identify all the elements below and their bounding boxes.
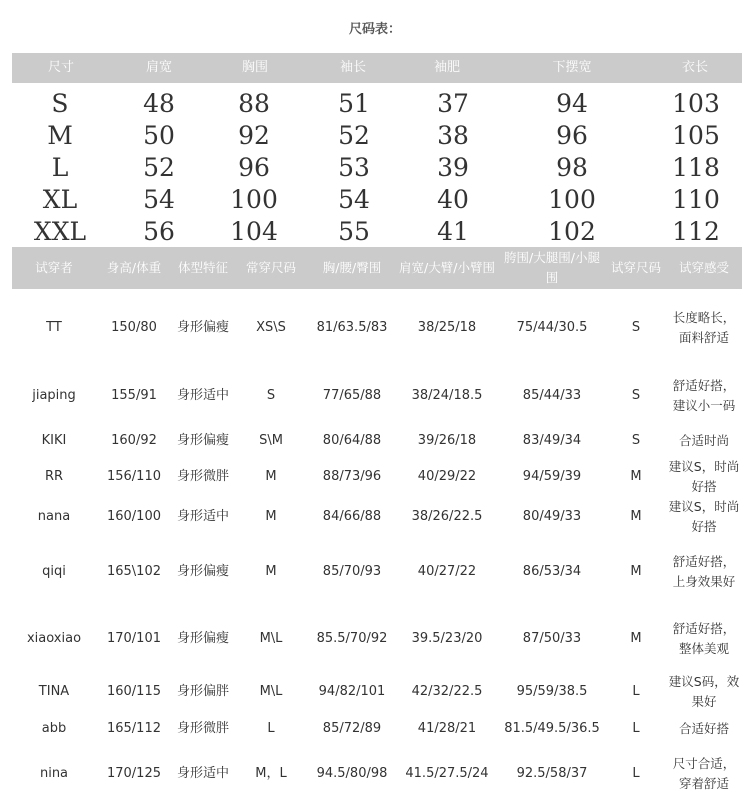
size-chart-cell: 48 [143, 89, 175, 118]
table-cell: 身形偏瘦 [176, 320, 229, 335]
table-cell: 身形微胖 [176, 721, 229, 736]
table-row [12, 457, 742, 497]
size-chart-cell: 41 [437, 217, 469, 246]
table-cell: M [630, 631, 642, 646]
table-cell: 尺寸合适，穿着舒适 [672, 756, 736, 791]
table-cell: 身形偏瘦 [176, 631, 229, 646]
table-cell: S [631, 388, 641, 403]
tryon-header-cell: 胸/腰/臀围 [308, 247, 396, 289]
table-cell: 165/112 [106, 721, 161, 736]
table-cell: 建议S，时尚好搭 [668, 499, 740, 534]
size-chart-header-cell: 袖长 [339, 60, 367, 75]
table-cell: 156/110 [106, 469, 161, 484]
table-cell: 身形适中 [176, 388, 229, 403]
table-cell: 170/125 [106, 766, 161, 781]
size-chart-cell: 55 [338, 217, 370, 246]
table-cell: 170/101 [106, 631, 161, 646]
table-cell: S\M [259, 433, 283, 448]
table-cell: 94/82/101 [318, 684, 386, 699]
size-chart-cell: 53 [338, 153, 370, 182]
table-row [12, 425, 742, 457]
table-row [12, 671, 742, 713]
table-cell: 94/59/39 [522, 469, 582, 484]
size-chart-cell: 40 [437, 185, 469, 214]
table-cell: 86/53/34 [522, 564, 582, 579]
table-cell: M [630, 509, 642, 524]
tryon-header-cell: 常穿尺码 [234, 247, 308, 289]
size-chart-cell: 38 [437, 121, 469, 150]
tryon-header-cell: 试穿尺码 [606, 247, 666, 289]
table-row [12, 713, 742, 745]
table-cell: TT [46, 320, 62, 335]
tryon-header-cell: 胯围/大腿围/小腿围 [498, 247, 606, 289]
table-cell: 80/49/33 [522, 509, 582, 524]
tryon-body [12, 289, 742, 803]
table-cell: 41/28/21 [417, 721, 477, 736]
table-cell: qiqi [42, 564, 66, 579]
table-cell: 160/115 [106, 684, 161, 699]
size-chart-cell: 96 [556, 121, 588, 150]
size-chart-cell: 50 [143, 121, 175, 150]
table-cell: 身形适中 [176, 509, 229, 524]
size-chart-cell: 118 [672, 153, 720, 182]
table-cell: L [632, 721, 640, 736]
table-cell: nana [37, 509, 71, 524]
table-cell: 建议S码，效果好 [668, 674, 740, 709]
table-cell: 160/92 [111, 433, 157, 448]
table-cell: 合适时尚 [678, 433, 729, 448]
size-chart-cell: 112 [672, 217, 720, 246]
table-cell: 38/26/22.5 [411, 509, 483, 524]
table-cell: 长度略长，面料舒适 [672, 310, 736, 345]
tryon-table [12, 247, 742, 803]
size-chart-cell: M [47, 121, 73, 150]
size-chart-cell: 51 [338, 89, 370, 118]
table-cell: 40/27/22 [417, 564, 477, 579]
table-cell: 87/50/33 [522, 631, 582, 646]
size-chart-cell: 54 [143, 185, 175, 214]
table-cell: 舒适好搭，建议小一码 [672, 378, 736, 413]
size-chart-row [12, 184, 742, 216]
table-cell: 92.5/58/37 [516, 766, 588, 781]
table-cell: 身形偏瘦 [176, 433, 229, 448]
table-cell: 85/44/33 [522, 388, 582, 403]
size-chart-header-cell: 胸围 [241, 60, 269, 75]
table-cell: L [267, 721, 275, 736]
table-row [12, 289, 742, 367]
size-chart-row [12, 120, 742, 152]
table-cell: 77/65/88 [322, 388, 382, 403]
table-cell: 41.5/27.5/24 [405, 766, 489, 781]
size-chart-cell: 103 [672, 89, 720, 118]
size-chart-cell: 56 [143, 217, 175, 246]
size-chart-header-cell: 肩宽 [145, 60, 173, 75]
table-cell: M [630, 564, 642, 579]
size-chart-cell: 54 [338, 185, 370, 214]
table-cell: 建议S，时尚好搭 [668, 459, 740, 494]
table-cell: 94.5/80/98 [316, 766, 388, 781]
table-cell: 身形微胖 [176, 469, 229, 484]
tryon-header-cell: 肩宽/大臂/小臂围 [396, 247, 498, 289]
size-chart-cell: 92 [238, 121, 270, 150]
table-cell: xiaoxiao [26, 631, 82, 646]
size-chart-cell: 52 [143, 153, 175, 182]
size-chart-cell: 102 [548, 217, 596, 246]
table-cell: jiaping [32, 388, 76, 403]
table-cell: S [631, 320, 641, 335]
size-chart-header-cell: 尺寸 [47, 60, 75, 75]
table-cell: 身形适中 [176, 766, 229, 781]
size-chart-row [12, 152, 742, 184]
size-chart-cell: 100 [548, 185, 596, 214]
table-cell: 155/91 [111, 388, 157, 403]
table-cell: 40/29/22 [417, 469, 477, 484]
table-cell: 88/73/96 [322, 469, 382, 484]
table-cell: 合适好搭 [678, 721, 729, 736]
size-chart-header-cell: 袖肥 [433, 60, 461, 75]
table-cell: 160/100 [106, 509, 161, 524]
table-row [12, 367, 742, 425]
table-cell: 85/70/93 [322, 564, 382, 579]
tryon-header-row [12, 247, 742, 289]
size-chart-cell: XXL [33, 217, 87, 246]
table-cell: M [265, 469, 277, 484]
table-cell: 舒适好搭，整体美观 [672, 621, 736, 656]
table-cell: 舒适好搭，上身效果好 [672, 554, 736, 589]
size-chart-cell: S [51, 89, 69, 118]
size-chart-cell: 88 [238, 89, 270, 118]
table-row [12, 537, 742, 607]
table-cell: 83/49/34 [522, 433, 582, 448]
table-row [12, 745, 742, 803]
table-cell: KIKI [41, 433, 67, 448]
table-cell: M [265, 564, 277, 579]
size-chart-cell: 98 [556, 153, 588, 182]
size-chart-header [12, 53, 742, 83]
size-chart-cell: 100 [230, 185, 278, 214]
table-cell: M\L [259, 631, 283, 646]
table-cell: 150/80 [111, 320, 157, 335]
table-cell: TINA [38, 684, 70, 699]
tryon-header-cell: 试穿者 [12, 247, 96, 289]
table-cell: 38/24/18.5 [411, 388, 483, 403]
table-cell: 38/25/18 [417, 320, 477, 335]
table-cell: 75/44/30.5 [516, 320, 588, 335]
page-title: 尺码表： [348, 22, 401, 37]
table-cell: 81/63.5/83 [316, 320, 388, 335]
table-cell: XS\S [256, 320, 286, 335]
table-row [12, 607, 742, 671]
table-cell: 81.5/49.5/36.5 [504, 721, 600, 736]
table-cell: L [632, 684, 640, 699]
size-chart-row [12, 216, 742, 248]
table-cell: 39/26/18 [417, 433, 477, 448]
table-cell: M\L [259, 684, 283, 699]
table-cell: M，L [255, 766, 287, 781]
size-chart-cell: 94 [556, 89, 588, 118]
tryon-header-cell: 试穿感受 [666, 247, 742, 289]
table-cell: L [632, 766, 640, 781]
table-cell: 身形偏胖 [176, 684, 229, 699]
table-cell: 95/59/38.5 [516, 684, 588, 699]
table-cell: 84/66/88 [322, 509, 382, 524]
size-chart-cell: XL [42, 185, 78, 214]
size-chart-cell: 104 [230, 217, 278, 246]
table-cell: 39.5/23/20 [411, 631, 483, 646]
table-cell: M [630, 469, 642, 484]
table-cell: abb [41, 721, 67, 736]
table-cell: M [265, 509, 277, 524]
table-cell: 85/72/89 [322, 721, 382, 736]
table-row [12, 497, 742, 537]
table-cell: 80/64/88 [322, 433, 382, 448]
table-cell: 42/32/22.5 [411, 684, 483, 699]
size-chart-cell: 52 [338, 121, 370, 150]
table-cell: RR [44, 469, 64, 484]
table-cell: 165\102 [106, 564, 161, 579]
tryon-header-cell: 身高/体重 [96, 247, 172, 289]
table-cell: 85.5/70/92 [316, 631, 388, 646]
size-chart-header-cell: 下摆宽 [552, 60, 592, 75]
tryon-header-cell: 体型特征 [172, 247, 234, 289]
size-chart-cell: 39 [437, 153, 469, 182]
size-chart-cell: 110 [672, 185, 720, 214]
table-cell: S [266, 388, 276, 403]
size-chart-header-cell: 衣长 [681, 60, 709, 75]
size-chart-cell: 96 [238, 153, 270, 182]
table-cell: S [631, 433, 641, 448]
size-chart-row [12, 88, 742, 120]
size-chart-cell: L [51, 153, 69, 182]
table-cell: 身形偏瘦 [176, 564, 229, 579]
size-chart-cell: 37 [437, 89, 469, 118]
table-cell: nina [39, 766, 69, 781]
size-chart-cell: 105 [672, 121, 720, 150]
